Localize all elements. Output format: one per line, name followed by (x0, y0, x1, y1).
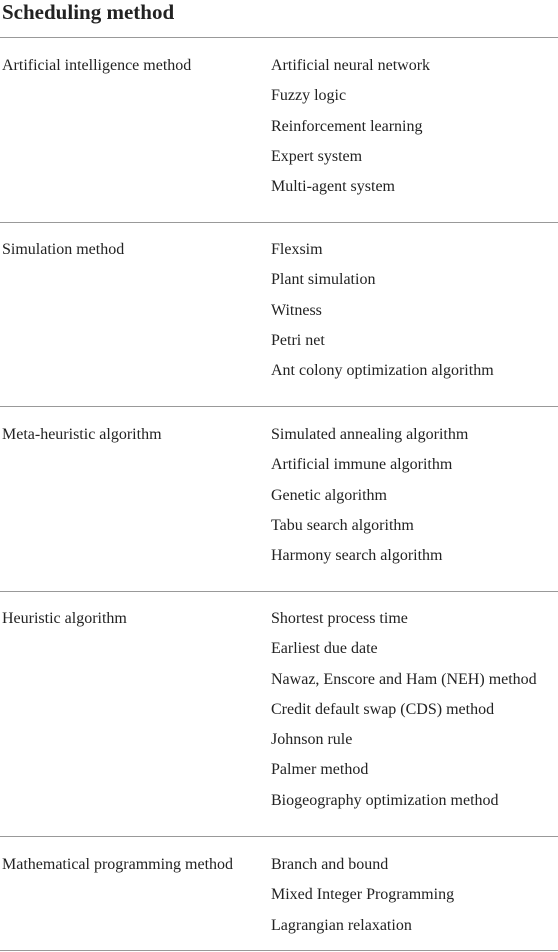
group-divider (0, 406, 558, 407)
bottom-rule (0, 950, 558, 951)
category-label: Artificial intelligence method (2, 57, 192, 74)
list-item: Branch and bound (271, 856, 389, 873)
list-item: Shortest process time (271, 610, 408, 627)
list-item: Biogeography optimization method (271, 791, 499, 809)
category-label: Heuristic algorithm (2, 610, 127, 627)
list-item: Ant colony optimization algorithm (271, 362, 494, 380)
list-item: Witness (271, 301, 322, 319)
method-list (271, 56, 430, 207)
category-label: Mathematical programming method (2, 856, 234, 873)
category-label: Meta-heuristic algorithm (2, 426, 162, 443)
list-item: Credit default swap (CDS) method (271, 700, 495, 718)
list-item: Expert system (271, 147, 363, 165)
method-list (271, 855, 454, 946)
method-list (271, 609, 537, 821)
list-item: Johnson rule (271, 731, 353, 749)
table-header: Scheduling method (2, 0, 175, 24)
list-item: Harmony search algorithm (271, 547, 443, 565)
list-item: Simulated annealing algorithm (271, 426, 469, 443)
group-divider (0, 836, 558, 837)
list-item: Multi-agent system (271, 178, 395, 196)
list-item: Nawaz, Enscore and Ham (NEH) method (271, 670, 537, 688)
category-label: Simulation method (2, 241, 125, 258)
list-item: Reinforcement learning (271, 117, 423, 135)
list-item: Earliest due date (271, 640, 378, 658)
list-item: Palmer method (271, 761, 369, 779)
list-item: Flexsim (271, 241, 323, 258)
list-item: Petri net (271, 331, 325, 349)
list-item: Tabu search algorithm (271, 516, 414, 534)
header-rule (0, 37, 558, 38)
list-item: Mixed Integer Programming (271, 886, 455, 904)
list-item: Genetic algorithm (271, 486, 387, 504)
list-item: Lagrangian relaxation (271, 916, 412, 934)
list-item: Artificial immune algorithm (271, 456, 453, 474)
list-item: Fuzzy logic (271, 87, 347, 105)
method-list (271, 425, 468, 576)
group-divider (0, 591, 558, 592)
list-item: Artificial neural network (271, 57, 431, 74)
method-list (271, 240, 494, 391)
list-item: Plant simulation (271, 271, 376, 289)
group-divider (0, 222, 558, 223)
